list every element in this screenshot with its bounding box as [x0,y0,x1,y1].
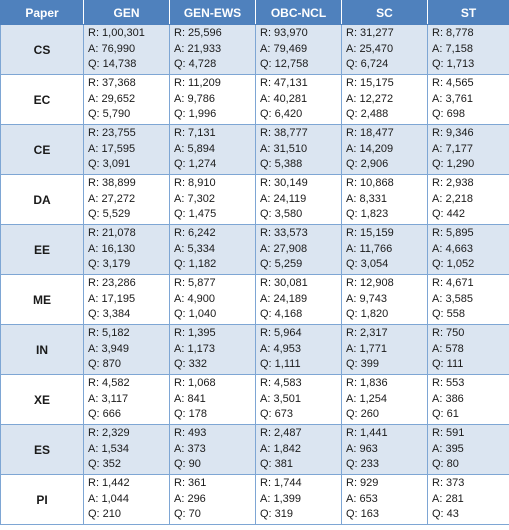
data-cell [256,25,342,75]
appeared-count: A: 841 [174,392,206,405]
qualified-count: Q: 1,111 [260,358,301,371]
registered-count: R: 4,582 [88,377,130,390]
cell-lines [342,26,427,72]
appeared-count: A: 7,177 [432,142,473,155]
registered-count: R: 553 [432,377,465,390]
data-cell [256,175,342,225]
data-cell [428,125,509,175]
table-row [1,25,509,75]
cell-lines [342,476,427,522]
cell-lines [342,76,427,122]
data-cell [84,225,170,275]
qualified-count: Q: 1,052 [432,258,475,271]
appeared-count: A: 4,953 [260,342,301,355]
cell-lines [256,326,341,372]
qualified-count: Q: 6,724 [346,58,389,71]
data-cell [428,425,509,475]
data-cell [256,375,342,425]
registered-count: R: 4,671 [432,277,474,290]
qualified-count: Q: 2,488 [346,108,389,121]
cell-lines [428,426,509,472]
cell-lines [170,426,255,472]
data-cell [428,225,509,275]
registered-count: R: 2,938 [432,177,474,190]
paper-code: CE [1,125,84,175]
cell-lines [84,276,169,322]
qualified-count: Q: 666 [88,408,122,421]
data-cell [342,175,428,225]
appeared-count: A: 1,399 [260,492,301,505]
appeared-count: A: 27,272 [88,192,136,205]
appeared-count: A: 3,761 [432,92,473,105]
cell-lines [84,476,169,522]
qualified-count: Q: 6,420 [260,108,303,121]
appeared-count: A: 8,331 [346,192,387,205]
qualified-count: Q: 1,996 [174,108,217,121]
qualified-count: Q: 61 [432,408,459,421]
appeared-count: A: 24,189 [260,292,308,305]
appeared-count: A: 21,933 [174,42,222,55]
data-cell [256,75,342,125]
registered-count: R: 2,317 [346,327,388,340]
registered-count: R: 12,908 [346,277,394,290]
qualified-count: Q: 5,529 [88,208,131,221]
cell-lines [84,126,169,172]
cell-lines [342,226,427,272]
data-cell [342,75,428,125]
data-cell [342,475,428,525]
data-cell [84,325,170,375]
table-body [1,25,509,525]
appeared-count: A: 27,908 [260,242,308,255]
data-cell [84,275,170,325]
header-gen: GEN [84,1,170,25]
qualified-count: Q: 332 [174,358,208,371]
appeared-count: A: 29,652 [88,92,136,105]
qualified-count: Q: 233 [346,458,380,471]
appeared-count: A: 17,595 [88,142,136,155]
registered-count: R: 591 [432,427,465,440]
qualified-count: Q: 12,758 [260,58,309,71]
table-row [1,325,509,375]
data-cell [428,375,509,425]
appeared-count: A: 79,469 [260,42,308,55]
qualified-count: Q: 1,475 [174,208,217,221]
registered-count: R: 11,209 [174,77,221,90]
registered-count: R: 2,487 [260,427,302,440]
appeared-count: A: 7,158 [432,42,473,55]
qualified-count: Q: 260 [346,408,380,421]
cell-lines [256,126,341,172]
appeared-count: A: 1,044 [88,492,129,505]
qualified-count: Q: 4,728 [174,58,217,71]
appeared-count: A: 9,743 [346,292,387,305]
table-row [1,275,509,325]
cell-lines [170,26,255,72]
appeared-count: A: 4,663 [432,242,473,255]
qualified-count: Q: 70 [174,508,201,521]
registered-count: R: 5,877 [174,277,216,290]
qualified-count: Q: 3,384 [88,308,131,321]
appeared-count: A: 1,842 [260,442,301,455]
cell-lines [84,226,169,272]
data-cell [256,325,342,375]
qualified-count: Q: 14,738 [88,58,137,71]
data-cell [256,125,342,175]
qualified-count: Q: 5,259 [260,258,303,271]
qualified-count: Q: 381 [260,458,294,471]
registered-count: R: 25,596 [174,27,222,40]
table-row [1,175,509,225]
qualified-count: Q: 1,823 [346,208,389,221]
cell-lines [256,426,341,472]
appeared-count: A: 5,334 [174,242,215,255]
qualified-count: Q: 3,091 [88,158,131,171]
cell-lines [428,126,509,172]
cell-lines [428,176,509,222]
registered-count: R: 10,868 [346,177,394,190]
data-cell [84,475,170,525]
registered-count: R: 1,744 [260,477,302,490]
header-obc-ncl: OBC-NCL [256,1,342,25]
cell-lines [170,376,255,422]
appeared-count: A: 1,254 [346,392,387,405]
qualified-count: Q: 442 [432,208,466,221]
appeared-count: A: 3,585 [432,292,473,305]
cell-lines [170,176,255,222]
registered-count: R: 33,573 [260,227,308,240]
cell-lines [84,326,169,372]
qualified-count: Q: 1,040 [174,308,217,321]
data-cell [170,125,256,175]
registered-count: R: 7,131 [174,127,216,140]
cell-lines [342,176,427,222]
data-cell [84,75,170,125]
qualified-count: Q: 210 [88,508,122,521]
registered-count: R: 23,286 [88,277,136,290]
registered-count: R: 1,068 [174,377,216,390]
qualified-count: Q: 3,179 [88,258,131,271]
data-cell [170,175,256,225]
registered-count: R: 2,329 [88,427,130,440]
header-gen-ews: GEN-EWS [170,1,256,25]
appeared-count: A: 395 [432,442,464,455]
qualified-count: Q: 4,168 [260,308,303,321]
appeared-count: A: 12,272 [346,92,394,105]
table-row [1,375,509,425]
registered-count: R: 750 [432,327,465,340]
data-cell [170,275,256,325]
cell-lines [84,26,169,72]
appeared-count: A: 25,470 [346,42,394,55]
registered-count: R: 4,583 [260,377,302,390]
appeared-count: A: 1,771 [346,342,387,355]
data-cell [84,425,170,475]
paper-code: DA [1,175,84,225]
registered-count: R: 37,368 [88,77,136,90]
cell-lines [428,376,509,422]
data-cell [428,275,509,325]
cell-lines [170,126,255,172]
registered-count: R: 23,755 [88,127,136,140]
appeared-count: A: 9,786 [174,92,215,105]
data-cell [84,375,170,425]
registered-count: R: 361 [174,477,207,490]
registered-count: R: 1,395 [174,327,216,340]
data-cell [256,225,342,275]
registered-count: R: 47,131 [260,77,308,90]
cell-lines [84,76,169,122]
appeared-count: A: 11,766 [346,242,393,255]
appeared-count: A: 5,894 [174,142,215,155]
qualified-count: Q: 178 [174,408,208,421]
qualified-count: Q: 1,713 [432,58,475,71]
registered-count: R: 15,175 [346,77,394,90]
registered-count: R: 38,777 [260,127,308,140]
data-cell [428,325,509,375]
data-cell [256,425,342,475]
cell-lines [256,476,341,522]
appeared-count: A: 4,900 [174,292,215,305]
table-row [1,125,509,175]
registered-count: R: 30,149 [260,177,308,190]
qualified-count: Q: 1,182 [174,258,217,271]
qualified-count: Q: 1,290 [432,158,475,171]
paper-code: PI [1,475,84,525]
table-row [1,475,509,525]
registered-count: R: 18,477 [346,127,394,140]
header-row [1,1,509,25]
appeared-count: A: 386 [432,392,464,405]
registered-count: R: 1,442 [88,477,130,490]
cell-lines [342,426,427,472]
appeared-count: A: 3,501 [260,392,301,405]
data-cell [256,475,342,525]
cell-lines [256,26,341,72]
cell-lines [342,126,427,172]
appeared-count: A: 24,119 [260,192,307,205]
qualified-count: Q: 698 [432,108,466,121]
data-cell [84,25,170,75]
paper-code: EE [1,225,84,275]
cell-lines [170,326,255,372]
cell-lines [84,376,169,422]
registered-count: R: 93,970 [260,27,308,40]
qualified-count: Q: 2,906 [346,158,389,171]
appeared-count: A: 7,302 [174,192,215,205]
registered-count: R: 373 [432,477,465,490]
cell-lines [428,476,509,522]
qualified-count: Q: 1,820 [346,308,389,321]
data-cell [170,225,256,275]
registered-count: R: 5,964 [260,327,302,340]
registered-count: R: 1,00,301 [88,27,145,40]
data-cell [170,375,256,425]
appeared-count: A: 281 [432,492,464,505]
appeared-count: A: 578 [432,342,464,355]
qualified-count: Q: 673 [260,408,294,421]
registered-count: R: 6,242 [174,227,216,240]
header-sc: SC [342,1,428,25]
cell-lines [428,276,509,322]
cell-lines [170,226,255,272]
cell-lines [256,226,341,272]
registered-count: R: 38,899 [88,177,136,190]
appeared-count: A: 296 [174,492,206,505]
cell-lines [342,276,427,322]
appeared-count: A: 373 [174,442,206,455]
registered-count: R: 1,836 [346,377,388,390]
qualified-count: Q: 319 [260,508,294,521]
appeared-count: A: 14,209 [346,142,394,155]
cell-lines [256,276,341,322]
qualified-count: Q: 43 [432,508,459,521]
registered-count: R: 30,081 [260,277,308,290]
registered-count: R: 1,441 [346,427,388,440]
cell-lines [84,426,169,472]
table-row [1,75,509,125]
registered-count: R: 5,895 [432,227,474,240]
qualified-count: Q: 163 [346,508,380,521]
cell-lines [84,176,169,222]
data-cell [342,425,428,475]
appeared-count: A: 31,510 [260,142,308,155]
qualified-count: Q: 80 [432,458,459,471]
data-cell [342,225,428,275]
data-cell [428,25,509,75]
appeared-count: A: 2,218 [432,192,473,205]
cell-lines [342,376,427,422]
data-cell [342,125,428,175]
appeared-count: A: 3,949 [88,342,129,355]
paper-code: IN [1,325,84,375]
qualified-count: Q: 3,054 [346,258,389,271]
registered-count: R: 8,778 [432,27,474,40]
qualified-count: Q: 3,580 [260,208,303,221]
registered-count: R: 15,159 [346,227,394,240]
appeared-count: A: 76,990 [88,42,136,55]
cell-lines [170,476,255,522]
qualified-count: Q: 352 [88,458,122,471]
table-row [1,425,509,475]
qualified-count: Q: 111 [432,358,464,371]
data-cell [84,175,170,225]
cell-lines [170,76,255,122]
registered-count: R: 493 [174,427,207,440]
data-cell [256,275,342,325]
data-cell [170,475,256,525]
paper-code: EC [1,75,84,125]
qualified-count: Q: 870 [88,358,122,371]
cell-lines [256,76,341,122]
data-cell [342,25,428,75]
qualified-count: Q: 399 [346,358,380,371]
paper-code: ME [1,275,84,325]
data-cell [170,75,256,125]
qualified-count: Q: 1,274 [174,158,217,171]
qualified-count: Q: 5,388 [260,158,303,171]
header-paper: Paper [1,1,84,25]
registered-count: R: 4,565 [432,77,474,90]
cell-lines [428,326,509,372]
data-cell [342,375,428,425]
registered-count: R: 31,277 [346,27,394,40]
qualified-count: Q: 90 [174,458,201,471]
data-cell [170,425,256,475]
paper-code: ES [1,425,84,475]
data-cell [170,325,256,375]
data-cell [84,125,170,175]
registered-count: R: 8,910 [174,177,216,190]
table-row [1,225,509,275]
cell-lines [428,26,509,72]
cell-lines [170,276,255,322]
header-st: ST [428,1,509,25]
cell-lines [342,326,427,372]
paper-code: XE [1,375,84,425]
data-cell [170,25,256,75]
registered-count: R: 5,182 [88,327,130,340]
registered-count: R: 21,078 [88,227,136,240]
paper-code: CS [1,25,84,75]
appeared-count: A: 1,173 [174,342,215,355]
table-header [1,1,509,25]
appeared-count: A: 3,117 [88,392,129,405]
cell-lines [428,76,509,122]
data-cell [428,175,509,225]
data-cell [342,275,428,325]
data-cell [428,75,509,125]
cell-lines [256,176,341,222]
appeared-count: A: 40,281 [260,92,308,105]
data-cell [428,475,509,525]
appeared-count: A: 1,534 [88,442,129,455]
qualified-count: Q: 5,790 [88,108,131,121]
data-cell [342,325,428,375]
appeared-count: A: 16,130 [88,242,136,255]
registered-count: R: 9,346 [432,127,474,140]
appeared-count: A: 17,195 [88,292,136,305]
registered-count: R: 929 [346,477,379,490]
appeared-count: A: 653 [346,492,378,505]
cell-lines [428,226,509,272]
qualified-count: Q: 558 [432,308,466,321]
appeared-count: A: 963 [346,442,378,455]
cell-lines [256,376,341,422]
